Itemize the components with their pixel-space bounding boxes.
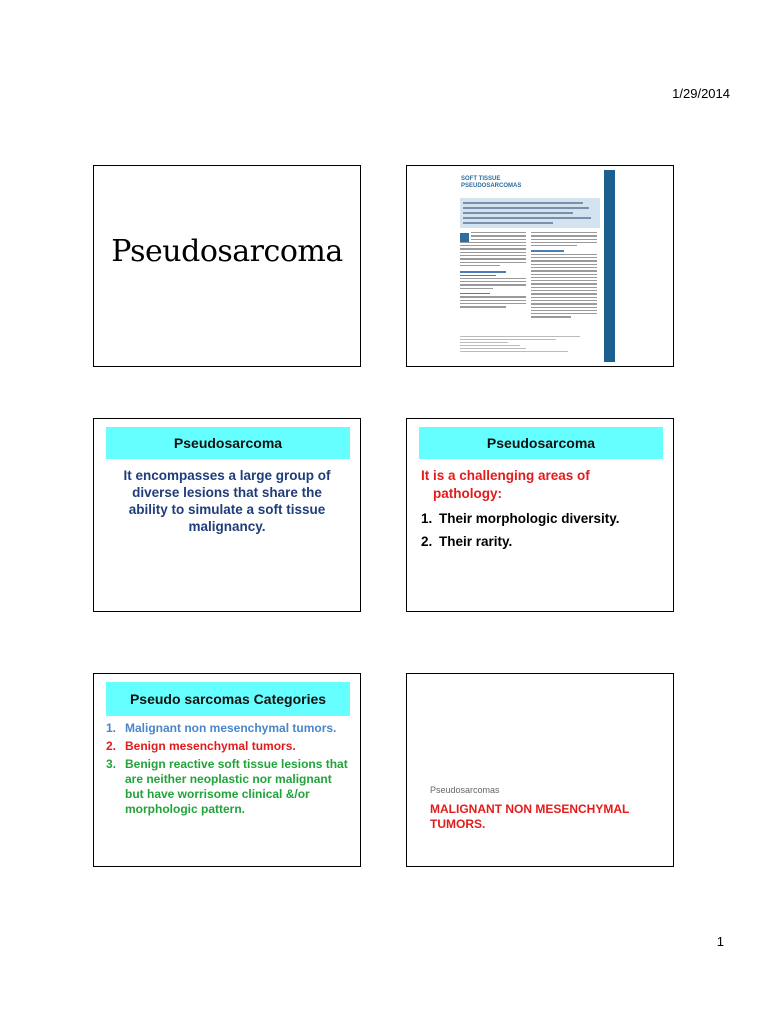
article-column-right — [531, 232, 597, 320]
article-footer — [460, 336, 580, 354]
list-item: 2. Their rarity. — [421, 534, 513, 549]
slide-article-image — [406, 165, 674, 367]
article-thumbnail — [455, 170, 615, 362]
page-number: 1 — [716, 934, 724, 949]
page-date: 1/29/2014 — [672, 86, 730, 101]
article-column-left — [460, 232, 526, 310]
slide-title — [93, 165, 361, 367]
list-item: 1. Malignant non mesenchymal tumors. — [106, 721, 337, 735]
slide-challenge — [406, 418, 674, 612]
slide-categories — [93, 673, 361, 867]
list-item: 1. Their morphologic diversity. — [421, 511, 620, 526]
article-side-stripe — [604, 170, 615, 362]
slide-title-text: Pseudosarcoma — [111, 234, 343, 269]
list-item: 3. Benign reactive soft tissue lesions that are neither neoplastic nor malignant but have worrisome clinical &/or morphologic pattern. — [106, 757, 348, 816]
slide-heading: Pseudosarcoma — [419, 427, 663, 459]
definition-text: It encompasses a large group of diverse lesions that share the ability to simulate a soft tissue malignancy. — [123, 468, 331, 534]
challenge-lead: It is a challenging areas of pathology: — [421, 468, 590, 501]
slide-heading: Pseudosarcoma — [106, 427, 350, 459]
article-keywords-box — [460, 198, 600, 228]
article-heading: SOFT TISSUE PSEUDOSARCOMAS — [461, 176, 522, 189]
list-item: 2. Benign mesenchymal tumors. — [106, 739, 296, 753]
section-small-title: Pseudosarcomas — [430, 785, 500, 795]
challenge-list — [421, 507, 663, 553]
slide-definition — [93, 418, 361, 612]
section-heading: MALIGNANT NON MESENCHYMAL TUMORS. — [430, 802, 630, 831]
categories-list — [106, 721, 350, 820]
slide-section — [406, 673, 674, 867]
slide-heading: Pseudo sarcomas Categories — [106, 682, 350, 716]
